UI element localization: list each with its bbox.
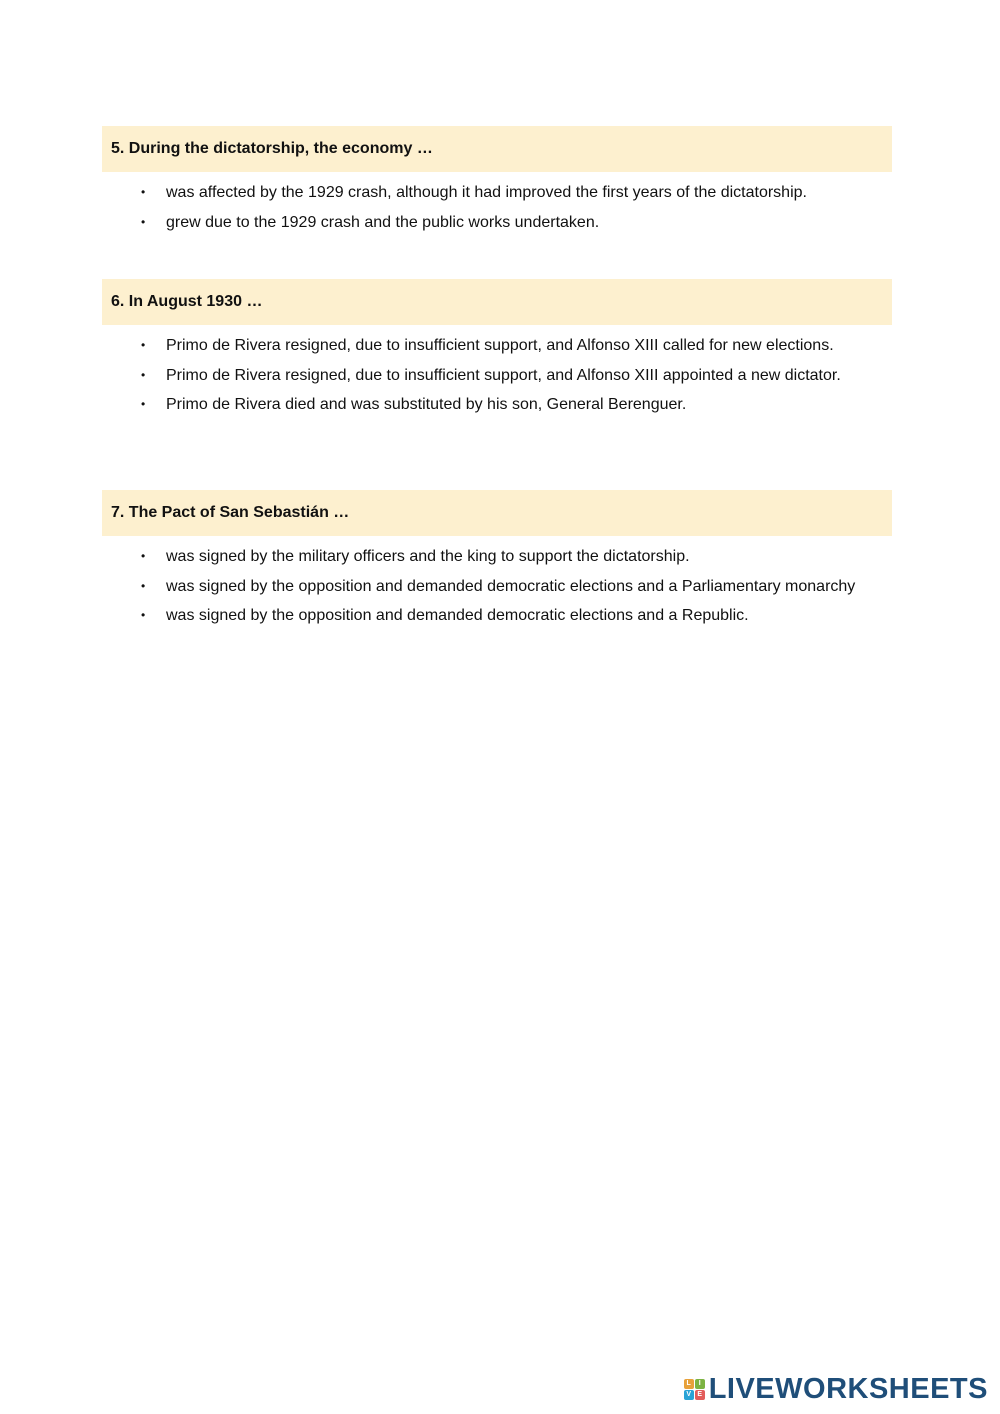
answer-option[interactable] — [102, 572, 892, 602]
bullet-icon: • — [141, 608, 146, 622]
answer-option[interactable] — [102, 331, 892, 361]
liveworksheets-logo — [684, 1374, 988, 1404]
question-7-options — [102, 542, 892, 631]
bullet-icon: • — [141, 397, 146, 411]
answer-option-text: Primo de Rivera resigned, due to insufficient support, and Alfonso XIII called for new elections. — [166, 337, 834, 354]
question-5-options — [102, 178, 892, 237]
question-5 — [102, 126, 892, 237]
answer-option-text: grew due to the 1929 crash and the public works undertaken. — [166, 213, 600, 231]
answer-option[interactable] — [102, 542, 892, 572]
logo-mark-tile: I — [695, 1379, 705, 1389]
bullet-icon: • — [141, 367, 146, 382]
question-7 — [102, 490, 892, 631]
logo-text: LIVEWORKSHEETS — [708, 1373, 988, 1405]
answer-option-text: was signed by the opposition and demanded democratic elections and a Republic. — [166, 607, 749, 624]
answer-option[interactable] — [102, 178, 892, 208]
question-6-options — [102, 331, 892, 420]
bullet-icon: • — [141, 549, 146, 563]
answer-option[interactable] — [102, 390, 892, 420]
bullet-icon: • — [141, 578, 146, 593]
logo-mark-tile: L — [684, 1379, 694, 1389]
question-5-title: 5. During the dictatorship, the economy … — [102, 126, 892, 172]
question-6-title: 6. In August 1930 … — [102, 279, 892, 325]
answer-option-text: was signed by the military officers and the king to support the dictatorship. — [166, 548, 690, 565]
answer-option-text: was affected by the 1929 crash, although it had improved the first years of the dictatorship. — [166, 184, 807, 201]
bullet-icon: • — [141, 338, 146, 352]
answer-option-text: was signed by the opposition and demanded democratic elections and a Parliamentary monarchy — [166, 577, 856, 595]
bullet-icon: • — [141, 185, 146, 199]
logo-mark-icon — [684, 1379, 705, 1400]
question-6 — [102, 279, 892, 420]
logo-mark-tile: E — [695, 1390, 705, 1400]
answer-option[interactable] — [102, 208, 892, 238]
answer-option-text: Primo de Rivera died and was substituted by his son, General Berenguer. — [166, 396, 687, 413]
answer-option[interactable] — [102, 601, 892, 631]
logo-mark-tile: V — [684, 1390, 694, 1400]
answer-option[interactable] — [102, 361, 892, 391]
question-7-title: 7. The Pact of San Sebastián … — [102, 490, 892, 536]
bullet-icon: • — [141, 214, 146, 229]
answer-option-text: Primo de Rivera resigned, due to insufficient support, and Alfonso XIII appointed a new dictator. — [166, 366, 841, 384]
